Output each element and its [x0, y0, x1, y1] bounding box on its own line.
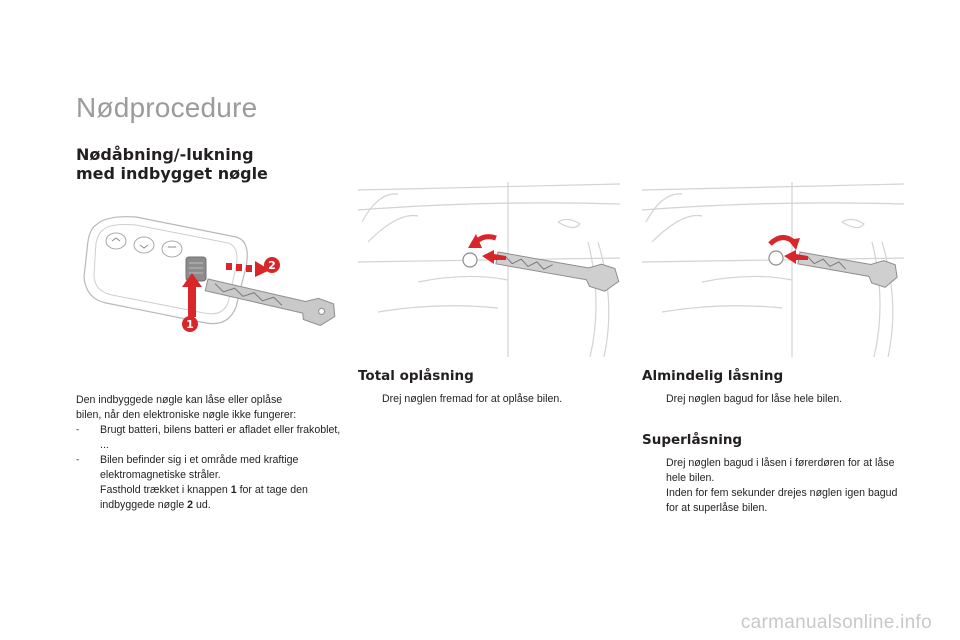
- list-item: [358, 392, 618, 407]
- section-title-line1: Nødåbning/-lukning: [76, 145, 254, 164]
- svg-text:1: 1: [186, 318, 194, 331]
- dash-item-text: Brugt batteri, bilens batteri er afladet eller frakoblet, ...: [100, 424, 341, 451]
- list-item: [642, 456, 904, 486]
- dash-marker: -: [76, 425, 80, 435]
- list-item-text: Inden for fem sekunder drejes nøglen igen bagud for at superlåse bilen.: [666, 487, 898, 514]
- dash-item-text: Bilen befinder sig i et område med kraftige elektromagnetiske stråler.: [100, 454, 299, 481]
- step-ref-2: 2: [187, 499, 194, 511]
- list-item: [642, 392, 904, 407]
- svg-text:2: 2: [268, 259, 276, 272]
- normal-lock-heading: Almindelig låsning: [642, 368, 784, 384]
- intro-line-1: Den indbyggede nøgle kan låse eller oplåse: [76, 394, 283, 406]
- callout-2: [264, 257, 280, 273]
- intro-text: [76, 393, 346, 513]
- list-item-text: Drej nøglen bagud i låsen i førerdøren for at låse hele bilen.: [666, 457, 895, 484]
- callout-1: [182, 316, 198, 332]
- watermark: carmanualsonline.info: [740, 612, 932, 633]
- step-item: [76, 483, 346, 513]
- key-fob-illustration: [76, 207, 341, 347]
- super-lock-heading: Superlåsning: [642, 432, 743, 448]
- dash-item: [76, 423, 346, 453]
- step-text-before: Fasthold trækket i knappen: [100, 484, 231, 496]
- step-text-middle: for at tage den indbyggede nøgle: [100, 484, 308, 511]
- list-item-text: Drej nøglen fremad for at oplåse bilen.: [382, 393, 563, 405]
- total-unlock-text: [358, 392, 618, 407]
- super-lock-text: [642, 456, 904, 516]
- list-item-text: Drej nøglen bagud for låse hele bilen.: [666, 393, 843, 405]
- page-title: Nødprocedure: [76, 92, 258, 123]
- dash-marker: -: [76, 455, 80, 465]
- normal-lock-text: [642, 392, 904, 407]
- section-title-line2: med indbygget nøgle: [76, 164, 268, 183]
- door-unlock-illustration: [358, 182, 620, 357]
- section-title: [76, 145, 268, 183]
- step-text-after: ud.: [193, 499, 211, 511]
- total-unlock-heading: Total oplåsning: [358, 368, 474, 384]
- door-lock-illustration: [642, 182, 904, 357]
- step-ref-1: 1: [230, 484, 237, 496]
- intro-line-2: bilen, når den elektroniske nøgle ikke fungerer:: [76, 409, 297, 421]
- dash-item: [76, 453, 346, 483]
- list-item: [642, 486, 904, 516]
